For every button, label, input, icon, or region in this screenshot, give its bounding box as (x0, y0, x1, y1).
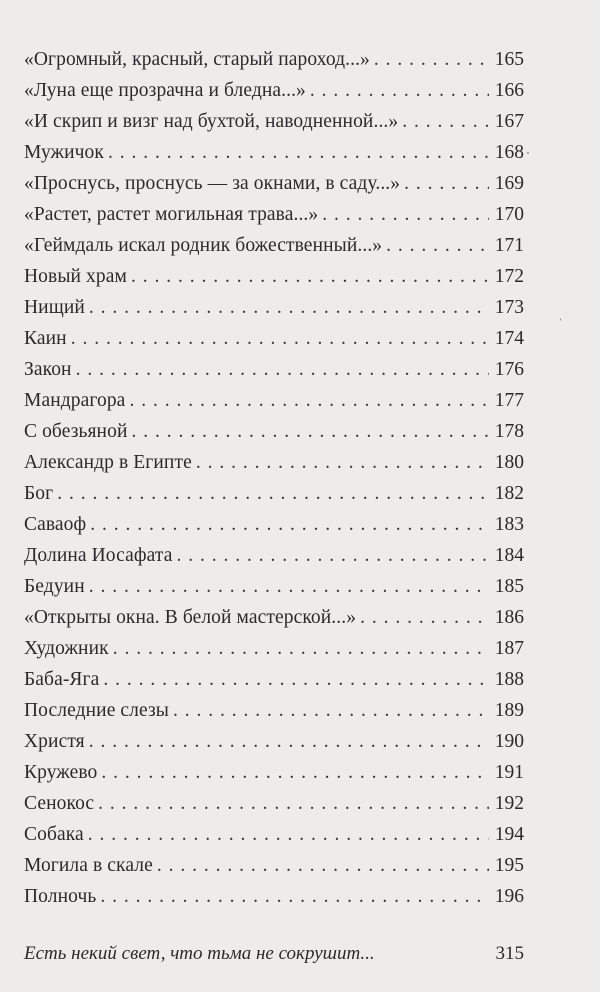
dot-leader (131, 416, 489, 447)
toc-entry-page: 180 (494, 452, 524, 473)
toc-final-page: 315 (495, 943, 524, 964)
toc-entry-page: 177 (494, 390, 524, 411)
toc-entry-page: 183 (494, 514, 524, 535)
dot-leader (88, 819, 489, 850)
dot-leader (310, 75, 489, 106)
toc-list (24, 44, 524, 912)
toc-entry-page: 166 (494, 80, 524, 101)
toc-entry (24, 168, 524, 199)
toc-entry-page: 178 (494, 421, 524, 442)
toc-entry-page: 174 (494, 328, 524, 349)
toc-entry-title: «И скрип и визг над бухтой, наводненной...» (24, 111, 399, 132)
toc-entry-page: 176 (494, 359, 524, 380)
toc-entry-title: «Проснусь, проснусь — за окнами, в саду...» (24, 173, 401, 194)
dot-leader (71, 323, 489, 354)
toc-entry-title: Каин (24, 328, 67, 349)
toc-entry (24, 354, 524, 385)
toc-entry-page: 190 (494, 731, 524, 752)
toc-entry-page: 171 (494, 235, 524, 256)
toc-entry (24, 75, 524, 106)
toc-entry (24, 199, 524, 230)
toc-entry (24, 540, 524, 571)
toc-entry-title: «Огромный, красный, старый пароход...» (24, 49, 370, 70)
toc-entry-page: 194 (494, 824, 524, 845)
dot-leader (90, 509, 489, 540)
dot-leader (113, 633, 489, 664)
toc-entry-title: Александр в Египте (24, 452, 192, 473)
toc-entry (24, 44, 524, 75)
toc-entry-title: Бог (24, 483, 54, 504)
toc-entry (24, 850, 524, 881)
toc-entry (24, 447, 524, 478)
dot-leader (76, 354, 489, 385)
dot-leader (101, 757, 489, 788)
toc-entry-page: 185 (494, 576, 524, 597)
toc-entry-title: Баба-Яга (24, 669, 100, 690)
toc-entry-title: Собака (24, 824, 84, 845)
toc-entry-title: Нищий (24, 297, 85, 318)
toc-entry-title: Новый храм (24, 266, 127, 287)
dot-leader (131, 261, 489, 292)
toc-entry-page: 192 (494, 793, 524, 814)
toc-entry-page: 184 (494, 545, 524, 566)
dot-leader (108, 137, 489, 168)
toc-entry (24, 261, 524, 292)
dot-leader (173, 695, 489, 726)
toc-entry (24, 726, 524, 757)
dot-leader (402, 106, 489, 137)
toc-entry-page: 167 (494, 111, 524, 132)
toc-entry-page: 173 (494, 297, 524, 318)
toc-entry-page: 186 (494, 607, 524, 628)
toc-entry-page: 172 (494, 266, 524, 287)
dot-leader (374, 44, 489, 75)
dot-leader (129, 385, 489, 416)
toc-entry-title: Мандрагора (24, 390, 126, 411)
dot-leader (404, 168, 489, 199)
dot-leader (322, 199, 489, 230)
dot-leader (89, 726, 489, 757)
toc-entry-title: Могила в скале (24, 855, 153, 876)
toc-entry-page: 169 (494, 173, 524, 194)
toc-entry-title: Мужичок (24, 142, 104, 163)
dot-leader (89, 571, 489, 602)
toc-entry (24, 292, 524, 323)
toc-entry-title: С обезьяной (24, 421, 128, 442)
toc-entry (24, 757, 524, 788)
toc-entry (24, 416, 524, 447)
toc-entry (24, 230, 524, 261)
toc-entry-page: 189 (494, 700, 524, 721)
toc-entry (24, 509, 524, 540)
toc-entry-title: Закон (24, 359, 72, 380)
toc-entry (24, 385, 524, 416)
toc-entry-page: 191 (494, 762, 524, 783)
toc-entry-title: Христя (24, 731, 85, 752)
toc-entry-title: «Геймдаль искал родник божественный...» (24, 235, 383, 256)
toc-entry-title: «Луна еще прозрачна и бледна...» (24, 80, 306, 101)
toc-entry-title: Саваоф (24, 514, 87, 535)
toc-entry (24, 695, 524, 726)
toc-entry (24, 571, 524, 602)
toc-entry (24, 819, 524, 850)
dot-leader (157, 850, 489, 881)
dot-leader (103, 664, 489, 695)
toc-entry-page: 170 (494, 204, 524, 225)
table-of-contents (24, 44, 524, 912)
toc-entry-title: Кружево (24, 762, 98, 783)
toc-entry-title: Художник (24, 638, 109, 659)
toc-entry-page: 195 (494, 855, 524, 876)
toc-entry-title: «Открыты окна. В белой мастерской...» (24, 607, 357, 628)
toc-entry-title: Долина Иосафата (24, 545, 173, 566)
toc-entry (24, 137, 524, 168)
toc-entry-title: «Растет, растет могильная трава...» (24, 204, 319, 225)
toc-entry-page: 168 (494, 142, 524, 163)
toc-entry-page: 182 (494, 483, 524, 504)
toc-entry-title: Сенокос (24, 793, 95, 814)
toc-entry (24, 633, 524, 664)
toc-entry (24, 881, 524, 912)
dot-leader (386, 230, 489, 261)
toc-entry (24, 602, 524, 633)
toc-entry (24, 323, 524, 354)
toc-entry (24, 106, 524, 137)
dot-leader (57, 478, 489, 509)
toc-entry-title: Полночь (24, 886, 97, 907)
toc-entry (24, 788, 524, 819)
dot-leader (360, 602, 489, 633)
paper-speck (527, 152, 529, 154)
toc-entry-title: Последние слезы (24, 700, 170, 721)
toc-final-title: Есть некий свет, что тьма не сокрушит... (24, 943, 375, 964)
toc-entry-title: Бедуин (24, 576, 85, 597)
dot-leader (89, 292, 489, 323)
paper-speck (560, 318, 561, 321)
toc-entry (24, 478, 524, 509)
dot-leader (100, 881, 489, 912)
toc-entry (24, 664, 524, 695)
dot-leader (196, 447, 489, 478)
toc-entry-page: 165 (494, 49, 524, 70)
toc-entry-page: 188 (494, 669, 524, 690)
dot-leader (98, 788, 489, 819)
dot-leader (177, 540, 490, 571)
toc-entry-page: 196 (494, 886, 524, 907)
toc-entry-page: 187 (494, 638, 524, 659)
toc-final-entry (24, 940, 524, 968)
